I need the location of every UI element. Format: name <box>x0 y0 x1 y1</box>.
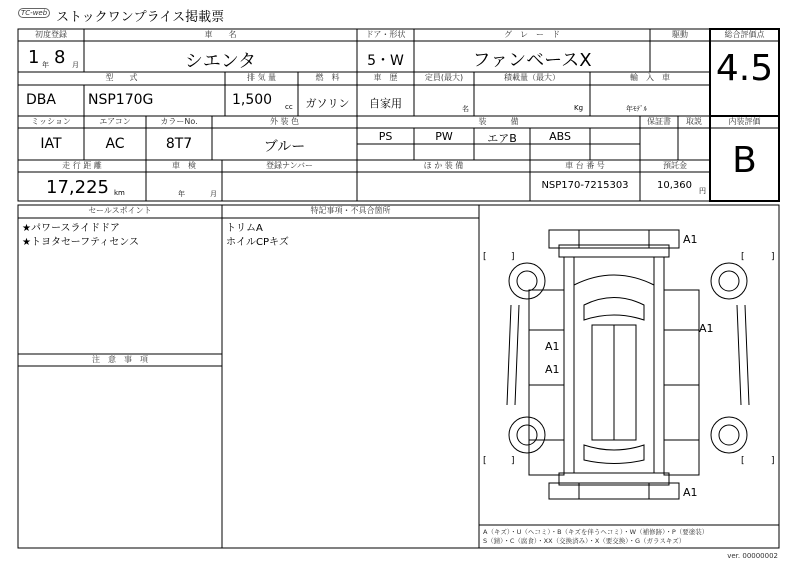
label-inspection: 車 検 <box>172 161 196 170</box>
model-code: NSP170G <box>88 92 154 108</box>
label-color-no: カラーNo. <box>160 117 198 126</box>
persons-unit: 名 <box>462 105 469 113</box>
overall-rating: 4.5 <box>715 48 774 89</box>
label-equipment: 装 備 <box>478 117 519 126</box>
label-door-type: ドア・形状 <box>365 30 406 39</box>
label-ext-color: 外 装 色 <box>269 117 300 126</box>
inspection-year-unit: 年 <box>178 190 185 198</box>
car-name: シエンタ <box>184 51 257 72</box>
label-import: 輸 入 車 <box>630 73 670 82</box>
label-sales-points: セールスポイント <box>88 206 152 215</box>
label-notes: 特記事項・不具合箇所 <box>310 206 391 215</box>
sales-points-list <box>22 222 139 250</box>
list-item: トリムA <box>226 223 263 234</box>
label-history: 車 歴 <box>373 73 398 82</box>
label-capacity: 定員(最大) <box>424 73 464 82</box>
km-unit: km <box>114 189 125 197</box>
equip-airbag: エアB <box>487 132 517 145</box>
list-item: ★トヨタセーフティセンス <box>22 237 139 248</box>
label-other-equip: ほ か 装 備 <box>423 161 464 170</box>
month-unit: 月 <box>72 61 79 69</box>
version: ver. 00000002 <box>727 552 778 560</box>
color-no: 8T7 <box>165 136 193 152</box>
inspection-month-unit: 月 <box>210 190 217 198</box>
door-type: 5・W <box>367 53 404 69</box>
label-interior: 内装評価 <box>728 117 761 126</box>
svg-text:]: ] <box>511 252 515 262</box>
grade: ファンベースX <box>472 50 592 71</box>
ext-color: ブルー <box>263 139 306 155</box>
svg-text:[: [ <box>483 252 487 262</box>
label-chassis: 車 台 番 号 <box>565 161 605 170</box>
damage-mark: A1 <box>683 233 698 246</box>
label-fuel: 燃 料 <box>315 73 340 82</box>
label-drive: 駆動 <box>672 30 688 39</box>
mission: IAT <box>40 136 62 152</box>
label-mileage: 走 行 距 離 <box>62 161 102 170</box>
list-item: ホイルCPキズ <box>226 237 289 248</box>
label-manual: 取説 <box>686 117 702 126</box>
label-reg-number: 登録ナンバー <box>265 161 314 170</box>
label-grade: グ レ ー ド <box>504 30 560 39</box>
equip-abs: ABS <box>549 130 571 143</box>
label-load: 積載量（最大） <box>504 73 560 82</box>
chassis-no: NSP170-7215303 <box>541 180 629 191</box>
label-model: 型 式 <box>105 73 138 82</box>
page-title: ストックワンプライス掲載票 <box>56 10 225 25</box>
svg-text:[: [ <box>741 456 745 466</box>
svg-text:]: ] <box>771 252 775 262</box>
list-item: ★パワースライドドア <box>22 223 120 234</box>
svg-text:]: ] <box>511 456 515 466</box>
mileage: 17,225 <box>46 177 109 198</box>
label-deposit: 預託金 <box>663 161 687 170</box>
svg-text:]: ] <box>771 456 775 466</box>
displacement: 1,500 <box>232 92 273 108</box>
label-first-reg: 初度登録 <box>35 30 67 39</box>
fuel: ガソリン <box>305 97 350 110</box>
kg-unit: Kg <box>574 104 584 112</box>
label-displacement: 排 気 量 <box>246 73 277 82</box>
svg-text:[: [ <box>741 252 745 262</box>
svg-text:[: [ <box>483 456 487 466</box>
notes-list <box>226 222 289 250</box>
first-reg-year: 1 <box>28 47 40 68</box>
label-car-name: 車 名 <box>204 30 237 39</box>
aircon: AC <box>105 136 125 152</box>
cc-unit: cc <box>285 103 293 111</box>
car-damage-diagram <box>479 205 779 525</box>
damage-mark: A1 <box>545 340 560 353</box>
first-reg-value <box>18 41 84 72</box>
damage-mark: A1 <box>683 486 698 499</box>
model-prefix: DBA <box>26 92 56 108</box>
deposit: 10,360 <box>657 180 692 191</box>
label-caution: 注 意 事 項 <box>92 355 148 364</box>
interior-rating: B <box>732 140 757 181</box>
label-aircon: エアコン <box>99 117 131 126</box>
first-reg-month: 8 <box>54 47 66 68</box>
yen-unit: 円 <box>699 187 706 195</box>
year-unit: 年 <box>42 61 49 69</box>
equip-ps: PS <box>378 130 393 143</box>
model-year-unit: 年ﾓﾃﾞﾙ <box>626 105 647 113</box>
label-mission: ミッション <box>31 117 71 126</box>
legend-line: S（錆）・C（腐食）・XX（交換済み）・X（要交換）・G（ガラスキズ） <box>483 537 686 545</box>
label-warranty: 保証書 <box>647 117 671 126</box>
legend-line: A（キズ）・U（ヘコミ）・B（キズを伴うヘコミ）・W（補修跡）・P（要塗装） <box>483 528 709 536</box>
equip-pw: PW <box>435 130 453 143</box>
damage-mark: A1 <box>699 322 714 335</box>
damage-legend <box>483 528 708 546</box>
logo: TC-web <box>18 8 50 18</box>
history: 自家用 <box>369 97 402 110</box>
label-overall: 総合評価点 <box>724 30 765 39</box>
damage-mark: A1 <box>545 363 560 376</box>
